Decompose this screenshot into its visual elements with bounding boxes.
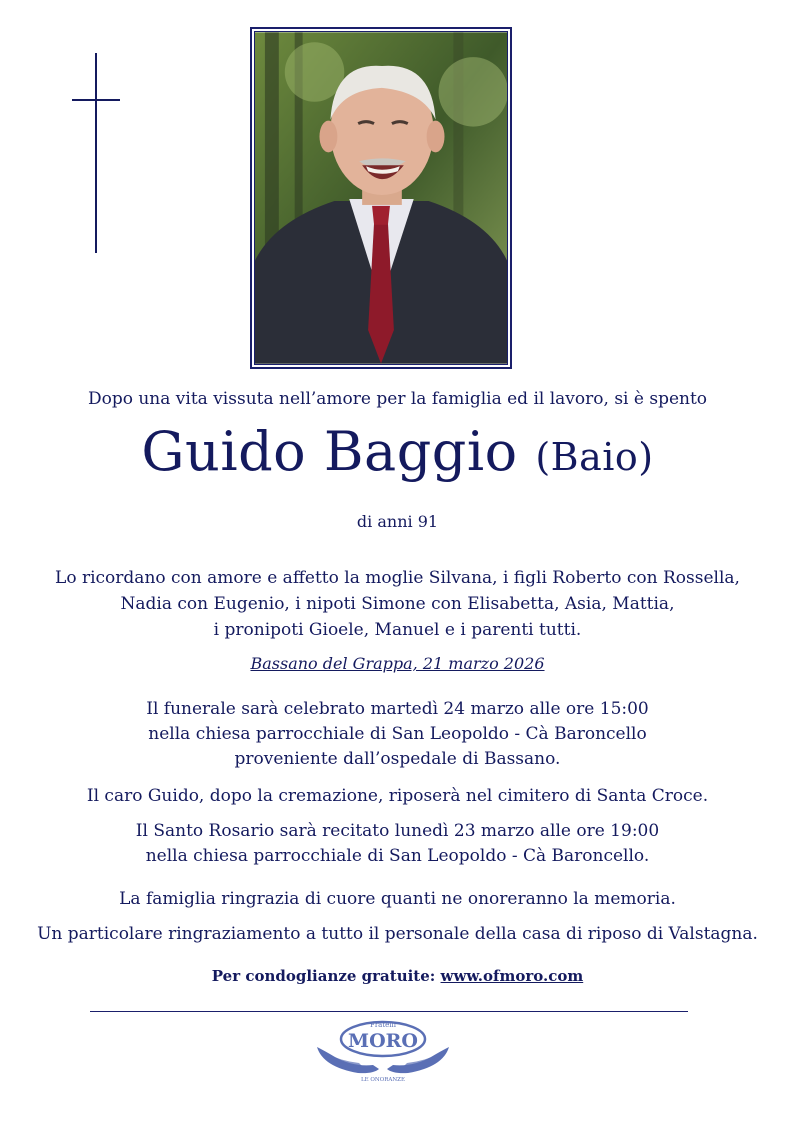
logo-main-text: MORO bbox=[348, 1030, 418, 1052]
logo-top-text: Fratelli bbox=[369, 1021, 397, 1029]
logo-bottom-text: LE ONORANZE bbox=[360, 1077, 406, 1083]
special-thanks-text: Un particolare ringraziamento a tutto il personale della casa di riposo di Valstagna. bbox=[37, 924, 758, 944]
funeral-line: proveniente dall’ospedale di Bassano. bbox=[234, 749, 561, 769]
deceased-name bbox=[0, 420, 795, 483]
place-date: Bassano del Grappa, 21 marzo 2026 bbox=[250, 654, 545, 673]
divider bbox=[90, 1011, 688, 1012]
family-line: Lo ricordano con amore e affetto la moglie Silvana, i figli Roberto con Rossella, bbox=[55, 568, 740, 588]
funeral-line: nella chiesa parrocchiale di San Leopoldo - Cà Baroncello bbox=[148, 724, 647, 744]
funeral-home-logo bbox=[313, 1017, 453, 1083]
thanks-text: La famiglia ringrazia di cuore quanti ne onoreranno la memoria. bbox=[119, 889, 676, 909]
funeral-line: Il funerale sarà celebrato martedì 24 marzo alle ore 15:00 bbox=[146, 699, 649, 719]
cremation-text: Il caro Guido, dopo la cremazione, riposerà nel cimitero di Santa Croce. bbox=[86, 786, 709, 806]
family-line: i pronipoti Gioele, Manuel e i parenti tutti. bbox=[213, 620, 582, 640]
condolences-link[interactable]: www.ofmoro.com bbox=[440, 967, 584, 985]
deceased-name-main: Guido Baggio bbox=[141, 420, 518, 483]
age-text: di anni 91 bbox=[356, 512, 439, 531]
rosary-line: nella chiesa parrocchiale di San Leopoldo - Cà Baroncello. bbox=[145, 846, 650, 866]
portrait-photo bbox=[250, 27, 512, 369]
cross-icon bbox=[72, 53, 120, 253]
condolences-line bbox=[0, 967, 795, 985]
intro-text: Dopo una vita vissuta nell’amore per la famiglia ed il lavoro, si è spento bbox=[87, 389, 708, 409]
family-line: Nadia con Eugenio, i nipoti Simone con Elisabetta, Asia, Mattia, bbox=[120, 594, 675, 614]
rosary-line: Il Santo Rosario sarà recitato lunedì 23 marzo alle ore 19:00 bbox=[135, 821, 660, 841]
deceased-nickname: (Baio) bbox=[535, 435, 654, 479]
condolences-label: Per condoglianze gratuite: bbox=[211, 967, 436, 985]
